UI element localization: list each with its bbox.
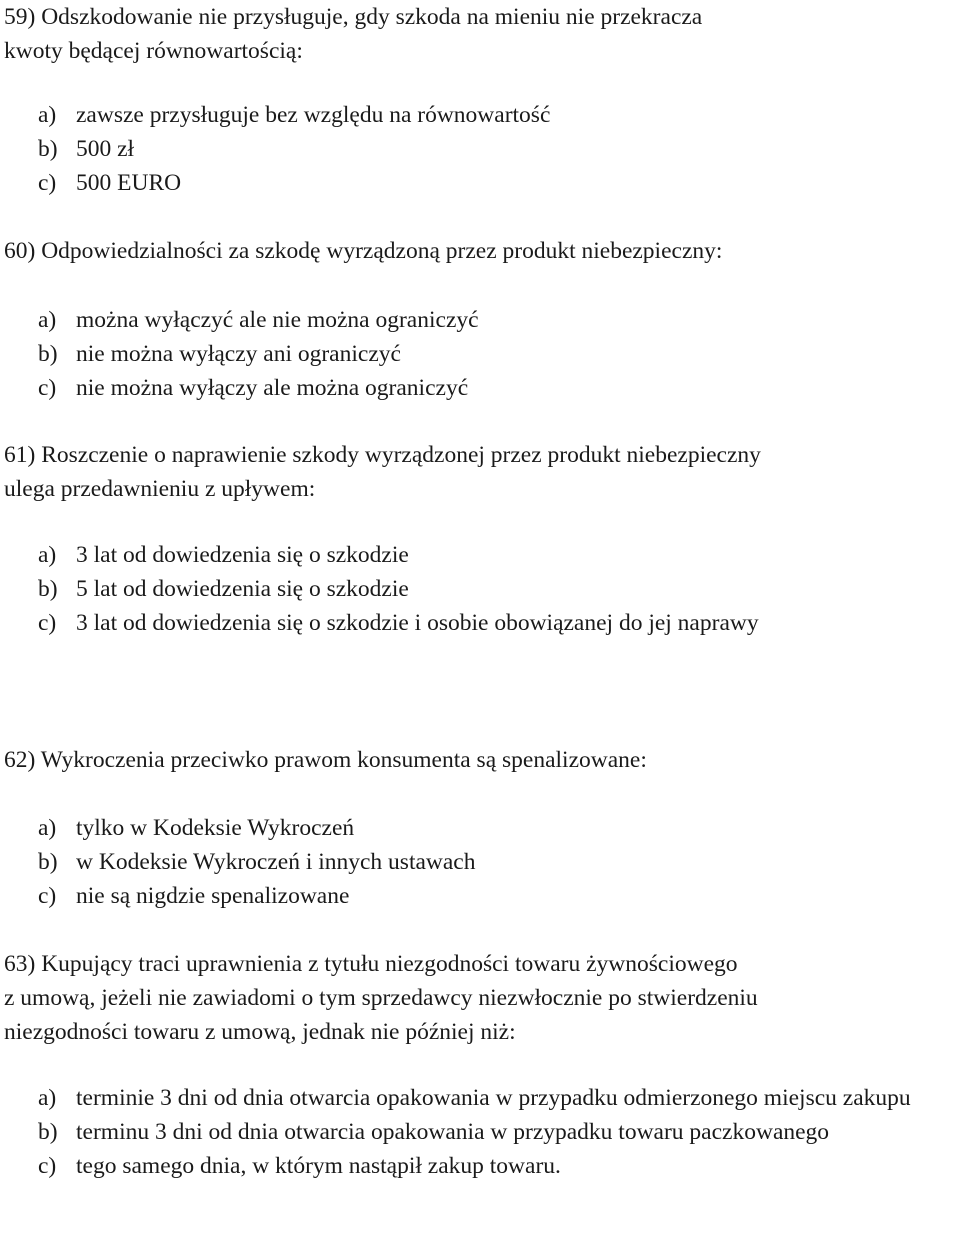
answer-text: nie można wyłączy ale można ograniczyć <box>76 375 469 401</box>
answer-59-b <box>38 132 956 166</box>
answer-63-c <box>38 1149 956 1183</box>
answer-text: nie są nigdzie spenalizowane <box>76 883 350 909</box>
answer-label: a) <box>38 102 57 128</box>
question-60: 60) Odpowiedzialności za szkodę wyrządzoną przez produkt niebezpieczny: <box>4 238 723 264</box>
answer-text: w Kodeksie Wykroczeń i innych ustawach <box>76 849 476 875</box>
answer-label: a) <box>38 542 57 568</box>
answer-text: nie można wyłączy ani ograniczyć <box>76 341 401 367</box>
answer-label: c) <box>38 883 57 909</box>
answer-text: zawsze przysługuje bez względu na równowartość <box>76 102 551 128</box>
answer-62-a <box>38 811 956 845</box>
answer-label: c) <box>38 170 57 196</box>
answer-label: c) <box>38 1153 57 1179</box>
answer-60-a <box>38 303 956 337</box>
answer-62-b <box>38 845 956 879</box>
answer-label: b) <box>38 341 58 367</box>
answer-label: b) <box>38 849 58 875</box>
answer-text: terminie 3 dni od dnia otwarcia opakowania w przypadku odmierzonego miejscu zakupu <box>76 1085 911 1111</box>
answer-59-a <box>38 98 956 132</box>
answer-text: 5 lat od dowiedzenia się o szkodzie <box>76 576 409 602</box>
answer-text: 3 lat od dowiedzenia się o szkodzie i osobie obowiązanej do jej naprawy <box>76 610 759 636</box>
answer-label: a) <box>38 815 57 841</box>
question-59: 59) Odszkodowanie nie przysługuje, gdy szkoda na mieniu nie przekracza kwoty będącej równowartością: <box>4 4 703 64</box>
answer-text: terminu 3 dni od dnia otwarcia opakowania w przypadku towaru paczkowanego <box>76 1119 830 1145</box>
answer-label: c) <box>38 375 57 401</box>
answer-text: 500 EURO <box>76 170 182 196</box>
answer-61-b <box>38 572 956 606</box>
answer-text: 500 zł <box>76 136 135 162</box>
answers-61 <box>38 538 956 640</box>
answer-label: b) <box>38 576 58 602</box>
answer-63-b <box>38 1115 956 1149</box>
answer-61-a <box>38 538 956 572</box>
answer-label: c) <box>38 610 57 636</box>
answer-text: 3 lat od dowiedzenia się o szkodzie <box>76 542 409 568</box>
answers-59 <box>38 98 956 200</box>
answer-text: tego samego dnia, w którym nastąpił zakup towaru. <box>76 1153 561 1179</box>
answer-text: tylko w Kodeksie Wykroczeń <box>76 815 355 841</box>
answer-60-b <box>38 337 956 371</box>
answer-label: a) <box>38 1085 57 1111</box>
question-62: 62) Wykroczenia przeciwko prawom konsumenta są spenalizowane: <box>4 747 647 773</box>
answer-label: a) <box>38 307 57 333</box>
answer-63-a <box>38 1081 956 1115</box>
answers-62 <box>38 811 956 913</box>
answer-59-c <box>38 166 956 200</box>
answers-63 <box>38 1081 956 1183</box>
answer-label: b) <box>38 1119 58 1145</box>
question-61: 61) Roszczenie o naprawienie szkody wyrządzonej przez produkt niebezpieczny ulega przedawnieniu z upływem: <box>4 442 761 502</box>
answers-60 <box>38 303 956 405</box>
answer-text: można wyłączyć ale nie można ograniczyć <box>76 307 479 333</box>
answer-62-c <box>38 879 956 913</box>
question-63: 63) Kupujący traci uprawnienia z tytułu niezgodności towaru żywnościowego z umową, jeżeli nie zawiadomi o tym sprzedawcy niezwłocznie po stwierdzeniu niezgodności towaru z umową, jednak nie później niż: <box>4 951 758 1045</box>
answer-60-c <box>38 371 956 405</box>
answer-61-c <box>38 606 956 640</box>
answer-label: b) <box>38 136 58 162</box>
